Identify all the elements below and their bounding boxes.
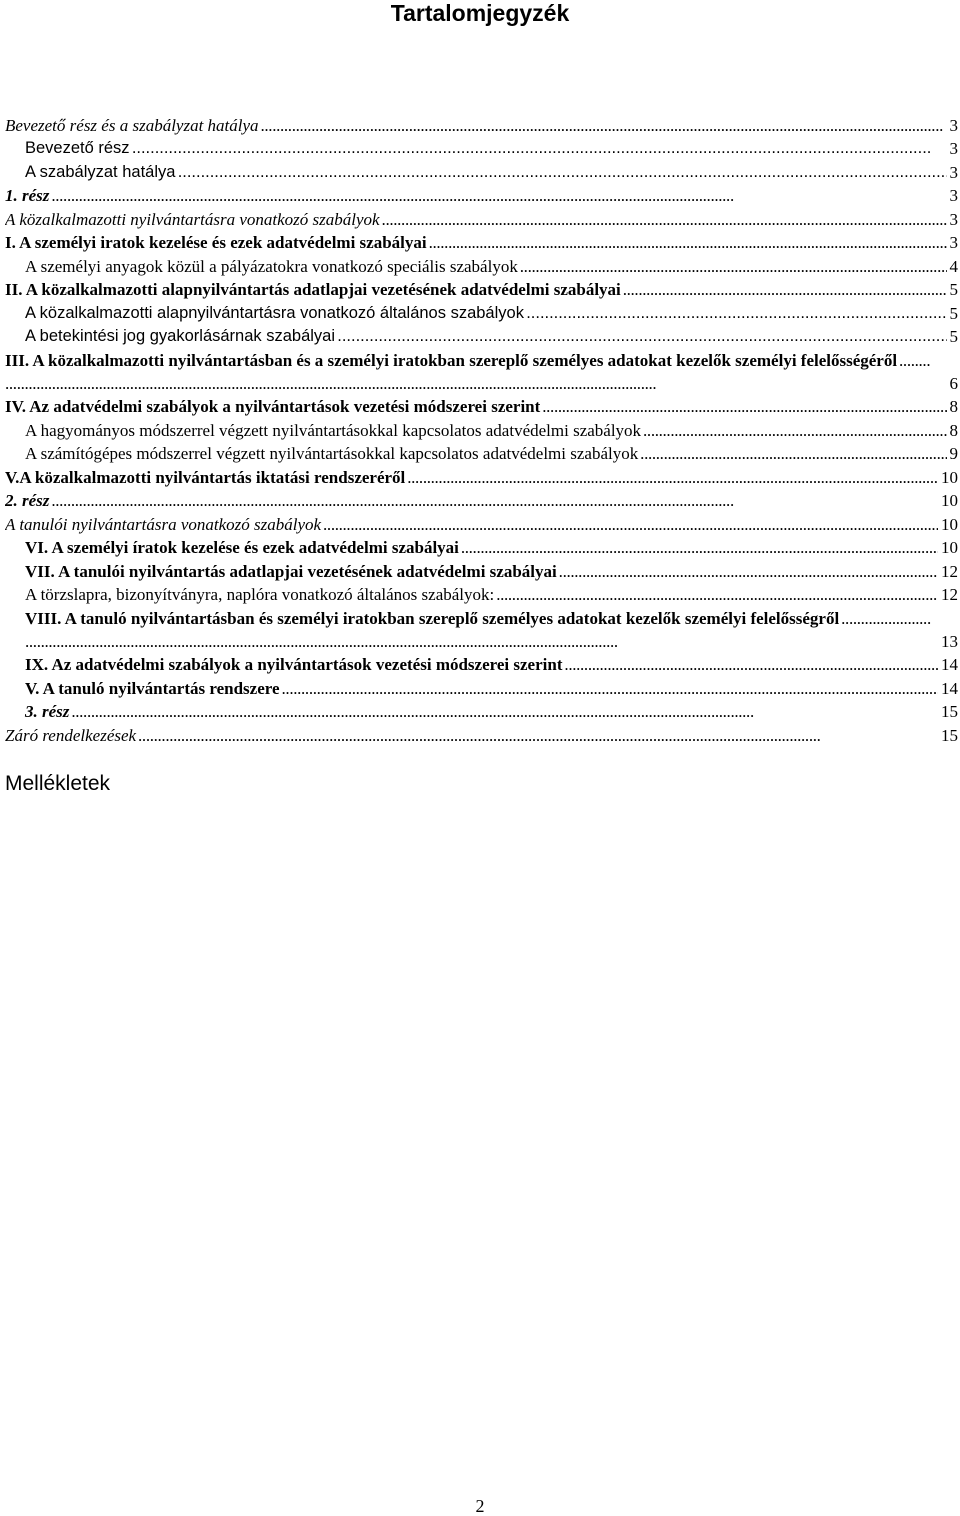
toc-entry-label: 2. rész — [5, 491, 50, 511]
toc-entry[interactable] — [5, 700, 958, 723]
toc-entry-label: A személyi anyagok közül a pályázatokra vonatkozó speciális szabályok — [25, 256, 518, 276]
toc-entry-page: 15 — [938, 700, 958, 723]
toc-entry[interactable] — [5, 653, 958, 676]
toc-entry-page: 3 — [947, 184, 959, 207]
toc-entry-label: II. A közalkalmazotti alapnyilvántartás adatlapjai vezetésének adatvédelmi szabályai — [5, 280, 621, 300]
toc-entry-label: III. A közalkalmazotti nyilvántartásban és a személyi iratokban szereplő személyes adatokat kezelők személyi felelősségéről — [5, 350, 898, 370]
toc-entry[interactable] — [5, 395, 958, 418]
toc-entry[interactable] — [5, 677, 958, 700]
toc-entry[interactable] — [5, 208, 958, 231]
toc-entry-label: A közalkalmazotti alapnyilvántartásra vonatkozó általános szabályok — [25, 303, 524, 322]
toc-entry-label: VII. A tanulói nyilvántartás adatlapjai vezetésének adatvédelmi szabályai — [25, 561, 557, 581]
toc-entry-page: 3 — [947, 231, 959, 254]
toc-entry-page: 4 — [947, 255, 959, 278]
toc-entry-label: Záró rendelkezések — [5, 725, 137, 745]
toc-entry-label: 1. rész — [5, 186, 50, 206]
toc-entry-label: 3. rész — [25, 702, 70, 722]
toc-entry-page: 8 — [947, 395, 959, 418]
toc-entry-page: 5 — [947, 325, 959, 348]
toc-entry-page: 6 — [947, 372, 959, 395]
toc-entry-page: 15 — [938, 724, 958, 747]
toc-entry[interactable] — [5, 161, 958, 184]
toc-entry[interactable] — [5, 325, 958, 348]
toc-entry[interactable] — [5, 419, 958, 442]
toc-entry[interactable] — [5, 607, 958, 654]
toc-entry[interactable] — [5, 349, 958, 396]
toc-entry[interactable] — [5, 278, 958, 301]
toc-entry[interactable] — [5, 114, 958, 137]
toc-entry-page: 3 — [947, 161, 959, 184]
toc-entry-page: 3 — [947, 114, 959, 137]
toc-entry[interactable] — [5, 442, 958, 465]
toc-entry-label: Bevezető rész — [25, 139, 130, 158]
toc-entry[interactable] — [5, 560, 958, 583]
toc-entry-label: I. A személyi iratok kezelése és ezek adatvédelmi szabályai — [5, 233, 427, 253]
toc-entry[interactable] — [5, 513, 958, 536]
toc-entry-label: A hagyományos módszerrel végzett nyilvántartásokkal kapcsolatos adatvédelmi szabályok — [25, 420, 642, 440]
toc-entry-label: Bevezető rész és a szabályzat hatálya — [5, 116, 259, 135]
toc-entry-page: 9 — [947, 442, 959, 465]
toc-entry-page: 10 — [938, 513, 958, 536]
toc-entry-label: A szabályzat hatálya — [25, 162, 176, 181]
toc-entry[interactable] — [5, 255, 958, 278]
attachments-heading: Mellékletek — [5, 772, 111, 795]
toc-entry-page: 14 — [938, 677, 958, 700]
toc-entry[interactable] — [5, 583, 958, 606]
toc-entry-page: 8 — [947, 419, 959, 442]
toc-entry-page: 3 — [947, 208, 959, 231]
toc-entry-page: 10 — [938, 466, 958, 489]
toc-entry[interactable] — [5, 536, 958, 559]
toc-entry[interactable] — [5, 231, 958, 254]
toc-entry[interactable] — [5, 184, 958, 207]
toc-entry-page: 5 — [947, 302, 959, 325]
toc-entry[interactable] — [5, 489, 958, 512]
toc-entry-label: VIII. A tanuló nyilvántartásban és személyi iratokban szereplő személyes adatokat kezelők személyi felelősségről — [25, 608, 840, 628]
page-title: Tartalomjegyzék — [390, 0, 570, 26]
toc-entry-page: 14 — [938, 653, 958, 676]
table-of-contents — [5, 114, 958, 747]
toc-entry-page: 3 — [947, 137, 959, 160]
toc-entry-label: A betekintési jog gyakorlásárnak szabályai — [25, 327, 336, 346]
toc-entry-label: V. A tanuló nyilvántartás rendszere — [25, 678, 280, 698]
toc-entry[interactable] — [5, 466, 958, 489]
toc-entry-page: 13 — [938, 630, 958, 653]
toc-entry-label: A tanulói nyilvántartásra vonatkozó szabályok — [5, 514, 322, 534]
toc-entry[interactable] — [5, 137, 958, 160]
toc-entry[interactable] — [5, 724, 958, 747]
toc-entry-label: IX. Az adatvédelmi szabályok a nyilvántartások vezetési módszerei szerint — [25, 655, 563, 675]
toc-entry-page: 12 — [938, 560, 958, 583]
toc-entry-label: IV. Az adatvédelmi szabályok a nyilvántartások vezetési módszerei szerint — [5, 397, 541, 417]
toc-entry-page: 12 — [938, 583, 958, 606]
toc-entry[interactable] — [5, 302, 958, 325]
toc-entry-label: A törzslapra, bizonyítványra, naplóra vonatkozó általános szabályok: — [25, 585, 495, 605]
toc-entry-page: 5 — [947, 278, 959, 301]
toc-entry-label: V.A közalkalmazotti nyilvántartás iktatási rendszeréről — [5, 467, 406, 487]
page-number: 2 — [475, 1496, 485, 1516]
toc-entry-label: A közalkalmazotti nyilvántartásra vonatkozó szabályok — [5, 209, 380, 229]
toc-entry-label: A számítógépes módszerrel végzett nyilvántartásokkal kapcsolatos adatvédelmi szabályok — [25, 444, 639, 464]
toc-entry-page: 10 — [938, 489, 958, 512]
toc-entry-label: VI. A személyi íratok kezelése és ezek adatvédelmi szabályai — [25, 538, 459, 558]
toc-entry-page: 10 — [938, 536, 958, 559]
